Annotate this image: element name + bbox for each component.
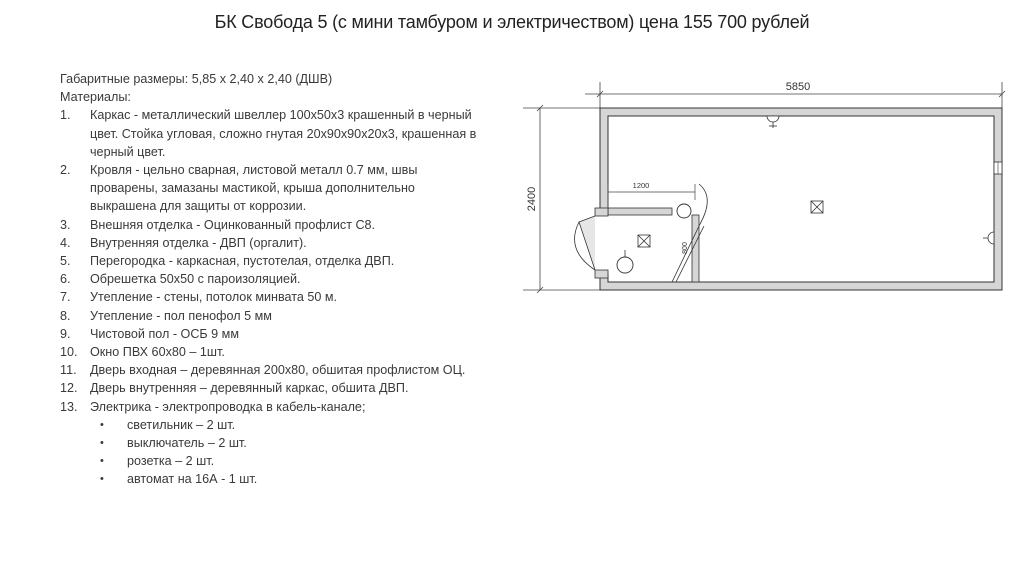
bullet-icon: • bbox=[100, 473, 104, 486]
bullet-icon: • bbox=[100, 418, 104, 431]
item-text-line: Чистовой пол - ОСБ 9 мм bbox=[90, 326, 240, 341]
electrics-item-text: выключатель – 2 шт. bbox=[127, 436, 247, 451]
item-number: 6. bbox=[60, 272, 71, 287]
material-item bbox=[60, 361, 510, 379]
bullet-icon: • bbox=[100, 455, 104, 468]
item-text-line: Каркас - металлический швеллер 100х50х3 крашенный в черный bbox=[90, 108, 472, 123]
socket-icon bbox=[983, 232, 994, 244]
material-item bbox=[60, 398, 510, 416]
material-item bbox=[60, 307, 510, 325]
item-text-line: Обрешетка 50х50 с пароизоляцией. bbox=[90, 272, 301, 287]
material-item bbox=[60, 288, 510, 306]
material-item bbox=[60, 252, 510, 270]
bullet-icon: • bbox=[100, 437, 104, 450]
electrics-item bbox=[60, 416, 510, 434]
material-item bbox=[60, 270, 510, 288]
entrance-door bbox=[575, 216, 595, 270]
electrics-item bbox=[60, 470, 510, 488]
item-text-line: цвет. Стойка угловая, сложно гнутая 20х90х90х20х3, крашенная в bbox=[90, 126, 477, 141]
door-width-label: 800 bbox=[682, 242, 689, 254]
dimensions-text: Габаритные размеры: 5,85 х 2,40 х 2,40 (ДШВ) bbox=[60, 72, 333, 86]
item-number: 12. bbox=[60, 381, 78, 396]
materials-list bbox=[60, 106, 510, 415]
material-item bbox=[60, 343, 510, 361]
item-text-line: выкрашена для защиты от коррозии. bbox=[90, 199, 307, 214]
electrics-list bbox=[60, 416, 510, 489]
item-number: 1. bbox=[60, 108, 71, 123]
breaker-icon bbox=[617, 257, 633, 273]
electrics-item-text: розетка – 2 шт. bbox=[127, 454, 215, 469]
item-text-line: Внутренняя отделка - ДВП (оргалит). bbox=[90, 235, 307, 250]
item-number: 10. bbox=[60, 345, 78, 360]
electrics-item bbox=[60, 452, 510, 470]
item-number: 7. bbox=[60, 290, 71, 305]
material-item bbox=[60, 325, 510, 343]
length-label: 5850 bbox=[785, 81, 811, 93]
item-number: 5. bbox=[60, 254, 71, 269]
item-text-line: Электрика - электропроводка в кабель-канале; bbox=[90, 399, 366, 414]
item-text-line: Перегородка - каркасная, пустотелая, отделка ДВП. bbox=[90, 254, 395, 269]
item-text-line: Утепление - пол пенофол 5 мм bbox=[90, 308, 272, 323]
material-item bbox=[60, 106, 510, 161]
materials-heading: Материалы: bbox=[60, 90, 131, 105]
item-number: 2. bbox=[60, 163, 71, 178]
floor-plan bbox=[515, 72, 1015, 302]
electrics-item bbox=[60, 434, 510, 452]
page-title: БК Свобода 5 (с мини тамбуром и электричеством) цена 155 700 рублей bbox=[214, 12, 810, 32]
specifications bbox=[60, 70, 510, 489]
internal-door bbox=[672, 184, 707, 282]
material-item bbox=[60, 161, 510, 216]
item-number: 3. bbox=[60, 217, 71, 232]
switch-icon bbox=[677, 204, 691, 218]
item-text-line: черный цвет. bbox=[90, 144, 166, 159]
electrics-item-text: автомат на 16А - 1 шт. bbox=[127, 472, 258, 487]
item-number: 8. bbox=[60, 308, 71, 323]
item-text-line: Дверь внутренняя – деревянный каркас, обшита ДВП. bbox=[90, 381, 409, 396]
tambour-label: 1200 bbox=[632, 181, 650, 190]
light-fixture-icon bbox=[811, 201, 823, 213]
item-number: 9. bbox=[60, 326, 71, 341]
item-number: 4. bbox=[60, 235, 71, 250]
material-item bbox=[60, 216, 510, 234]
item-number: 13. bbox=[60, 399, 78, 414]
electrics-item-text: светильник – 2 шт. bbox=[127, 417, 236, 432]
material-item bbox=[60, 234, 510, 252]
socket-icon bbox=[767, 116, 779, 128]
item-number: 11. bbox=[60, 363, 77, 378]
item-text-line: проварены, замазаны мастикой, крыша дополнительно bbox=[90, 181, 415, 196]
item-text-line: Кровля - цельно сварная, листовой металл 0.7 мм, швы bbox=[90, 163, 418, 178]
walls bbox=[595, 108, 1002, 290]
item-text-line: Внешняя отделка - Оцинкованный профлист С8. bbox=[90, 217, 376, 232]
item-text-line: Окно ПВХ 60х80 – 1шт. bbox=[90, 345, 225, 360]
light-fixture-icon bbox=[638, 235, 650, 247]
partition bbox=[608, 208, 672, 215]
item-text-line: Утепление - стены, потолок минвата 50 м. bbox=[90, 290, 338, 305]
item-text-line: Дверь входная – деревянная 200х80, обшитая профлистом ОЦ. bbox=[90, 363, 466, 378]
width-label: 2400 bbox=[526, 186, 538, 212]
material-item bbox=[60, 379, 510, 397]
